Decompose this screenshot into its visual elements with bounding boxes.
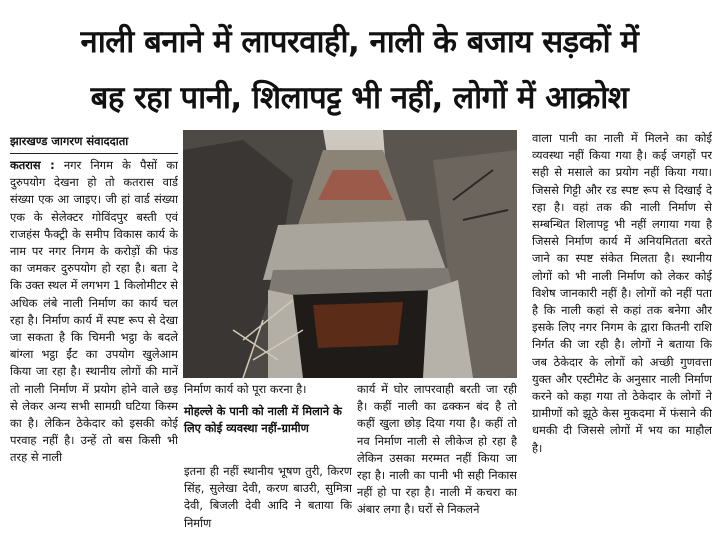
column-2-subhead: मोहल्ले के पानी को नाली में मिलाने के लिए कोई व्यवस्था नहीं-ग्रामीण <box>184 404 342 435</box>
column-2-top-text: निर्माण कार्य को पूरा करना है। <box>184 382 307 396</box>
column-4-text: वाला पानी का नाली में मिलने का कोई व्यवस्था नहीं किया गया है। कई जगहों पर सही से मसाले का प्रयोग नहीं किया गया। जिससे गिट्टी और रड स्पष्ट रूप से दिखाई दे रहा है। वहां तक की नाली निर्माण से सम्बन्धित शिलापट्ट भी नहीं लगाया गया है जिससे निर्माण कार्य में अनियमितता बरते जाने का स्पष्ट संकेत मिलता है। स्थानीय लोगों को भी नाली निर्माण को लेकर कोई विशेष जानकारी नहीं है। लोगों को नहीं पता है कि नाली कहां से कहां तक बनेगा और इसके लिए नगर निगम के द्वारा कितनी राशि निर्गत की जा रही है। लोगों ने बताया कि जब ठेकेदार के लोगों को अच्छी गुणवत्ता युक्त और एस्टीमेट के अनुसार नाली निर्माण करने को कहा गया तो ठेकेदार के लोगों ने ग्रामीणों को झूठे केस मुकदमा में फंसाने की धमकी दी जिससे लोगों में भय का माहौल है। <box>532 131 712 455</box>
article-column-4 <box>532 130 712 558</box>
article-column-1 <box>10 157 178 558</box>
column-1-text: नगर निगम के पैसों का दुरुपयोग देखना हो तो कतरास वार्ड संख्या एक आ जाइए। जी हां वार्ड संख्या एक के सेलेक्टर गोविंदपुर बस्ती एवं राजहंस फैक्ट्री के समीप विकास कार्य के नाम पर नगर निगम के करोड़ों की फंड का जमकर दुरुपयोग हो रहा है। बता दे कि उक्त स्थल में लगभग 1 किलोमीटर से अधिक लंबे नाली निर्माण का कार्य चल रहा है। निर्माण कार्य में स्पष्ट रूप से देखा जा सकता है कि चिमनी भट्ठा के बदले बांग्ला भट्ठा ईंट का उपयोग खुलेआम किया जा रहा है। स्थानीय लोगों की मानें तो नाली निर्माण में प्रयोग होने वाले छड़ से लेकर अन्य सभी सामग्री घटिया किस्म का है। लेकिन ठेकेदार को इसकी कोई परवाह नहीं है। उन्हें तो बस किसी भी तरह से नाली <box>10 158 178 465</box>
article-photo <box>183 130 517 378</box>
article-column-2 <box>184 381 352 401</box>
article-column-2-body <box>184 463 352 558</box>
column-3-text: कार्य में घोर लापरवाही बरती जा रही है। कहीं नाली का ढक्कन बंद है तो कहीं खुला छोड़ दिया गया है। कहीं तो नव निर्माण नाली से लीकेज हो रहा है लेकिन उसका मरम्मत नहीं किया जा रहा है। नाली का पानी भी सही निकास नहीं हो पा रहा है। नाली में कचरा का अंबार लगा है। घरों से निकलने <box>357 382 517 517</box>
byline: झारखण्ड जागरण संवाददाता <box>10 134 178 154</box>
headline-line-1: नाली बनाने में लापरवाही, नाली के बजाय सड़कों में <box>80 24 639 60</box>
drain-construction-photo <box>183 130 517 378</box>
headline <box>0 0 719 128</box>
article-column-3 <box>357 381 517 558</box>
dateline: कतरास : <box>10 158 55 172</box>
headline-line-2: बह रहा पानी, शिलापट्ट भी नहीं, लोगों में आक्रोश <box>90 80 629 116</box>
column-2-text: इतना ही नहीं स्थानीय भूषण तुरी, किरण सिंह, सुलेखा देवी, करण बाउरी, सुमित्रा देवी, बिजली देवी आदि ने बताया कि निर्माण <box>184 464 352 530</box>
